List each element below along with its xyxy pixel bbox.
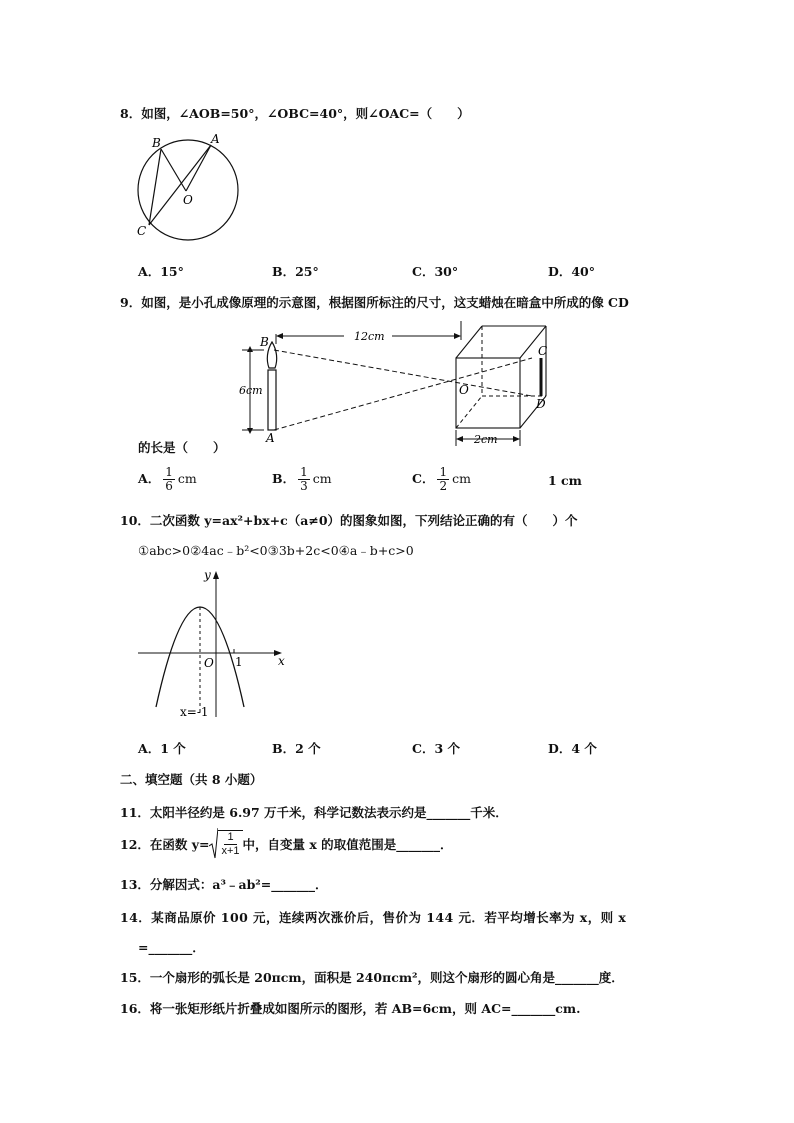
q9-option-d: 1 cm xyxy=(548,473,582,488)
q8-circle-figure xyxy=(130,132,250,250)
q9-label-o: O xyxy=(459,383,469,397)
q9-label-d: D xyxy=(536,397,546,411)
q10-option-d: D．4 个 xyxy=(548,741,597,756)
q10-option-b: B．2 个 xyxy=(272,741,321,756)
q8-label-c: C xyxy=(137,224,147,238)
q8-circle xyxy=(138,140,238,240)
q9-stem: 9．如图，是小孔成像原理的示意图，根据图所标注的尺寸，这支蜡烛在暗盒中所成的像 CD xyxy=(120,295,629,310)
q10-label-x: x xyxy=(278,654,285,668)
q8-line-ca xyxy=(149,145,211,225)
q12-sqrt-expression: 1 x+1 xyxy=(209,828,242,860)
q9-label-b: B xyxy=(260,335,269,349)
q9-dist-label: 12cm xyxy=(354,330,385,343)
q9-candle xyxy=(268,370,276,430)
q9-stem-cont: 的长是（ ） xyxy=(138,440,226,455)
q13: 13．分解因式：a³﹣ab²=_______． xyxy=(120,877,328,892)
q8-stem: 8．如图，∠AOB=50°，∠OBC=40°，则∠OAC=（ ） xyxy=(120,106,470,121)
q14: 14．某商品原价 100 元，连续两次涨价后，售价为 144 元．若平均增长率为 x，则 x xyxy=(120,910,627,925)
q9-label-c: C xyxy=(538,344,548,358)
q8-label-b: B xyxy=(152,136,161,150)
section-fill-in-title: 二、填空题（共 8 小题） xyxy=(120,772,263,787)
q10-label-y: y xyxy=(204,568,211,582)
q14-cont: =_______． xyxy=(138,940,205,955)
q9-pinhole-figure xyxy=(236,318,566,453)
q15: 15．一个扇形的弧长是 20πcm，面积是 240πcm²，则这个扇形的圆心角是_______度． xyxy=(120,970,624,985)
q10-option-a: A．1 个 xyxy=(138,741,186,756)
q16: 16．将一张矩形纸片折叠成如图所示的图形，若 AB=6cm，则 AC=_______cm. xyxy=(120,1001,581,1016)
q9-option-b: B． $\frac{1}{3}$ cm xyxy=(272,465,332,493)
q8-option-c: C．30° xyxy=(412,264,459,279)
q8-line-bo xyxy=(161,149,186,191)
q8-option-b: B．25° xyxy=(272,264,319,279)
q8-line-bc xyxy=(149,149,161,225)
q9-option-c: C． $\frac{1}{2}$ cm xyxy=(412,465,471,493)
q8-option-a: A．15° xyxy=(138,264,184,279)
q10-symmetry-label: x=-1 xyxy=(180,705,209,719)
q9-height-label: 6cm xyxy=(239,384,263,397)
q8-option-d: D．40° xyxy=(548,264,595,279)
q9-depth-label: 2cm xyxy=(474,433,498,446)
q10-stem: 10．二次函数 y=ax²+bx+c（a≠0）的图象如图，下列结论正确的有（ ）个 xyxy=(120,513,578,528)
q9-label-a: A xyxy=(266,431,275,445)
q8-label-a: A xyxy=(211,132,220,146)
q10-label-one: 1 xyxy=(235,655,243,669)
q10-option-c: C．3 个 xyxy=(412,741,460,756)
q8-line-oa xyxy=(186,145,211,191)
q10-label-origin: O xyxy=(204,656,214,670)
q12: 12．在函数 y= 1 x+1 中，自变量 x 的取值范围是_______． xyxy=(120,828,452,860)
q10-parabola-figure xyxy=(134,565,294,721)
q9-option-a: A． $\frac{1}{6}$ cm xyxy=(138,465,197,493)
q8-label-o: O xyxy=(183,193,193,207)
q11: 11．太阳半径约是 6.97 万千米，科学记数法表示约是_______千米． xyxy=(120,805,508,820)
q10-conditions: ①abc>0②4ac﹣b²<0③3b+2c<0④a﹣b+c>0 xyxy=(138,543,414,558)
